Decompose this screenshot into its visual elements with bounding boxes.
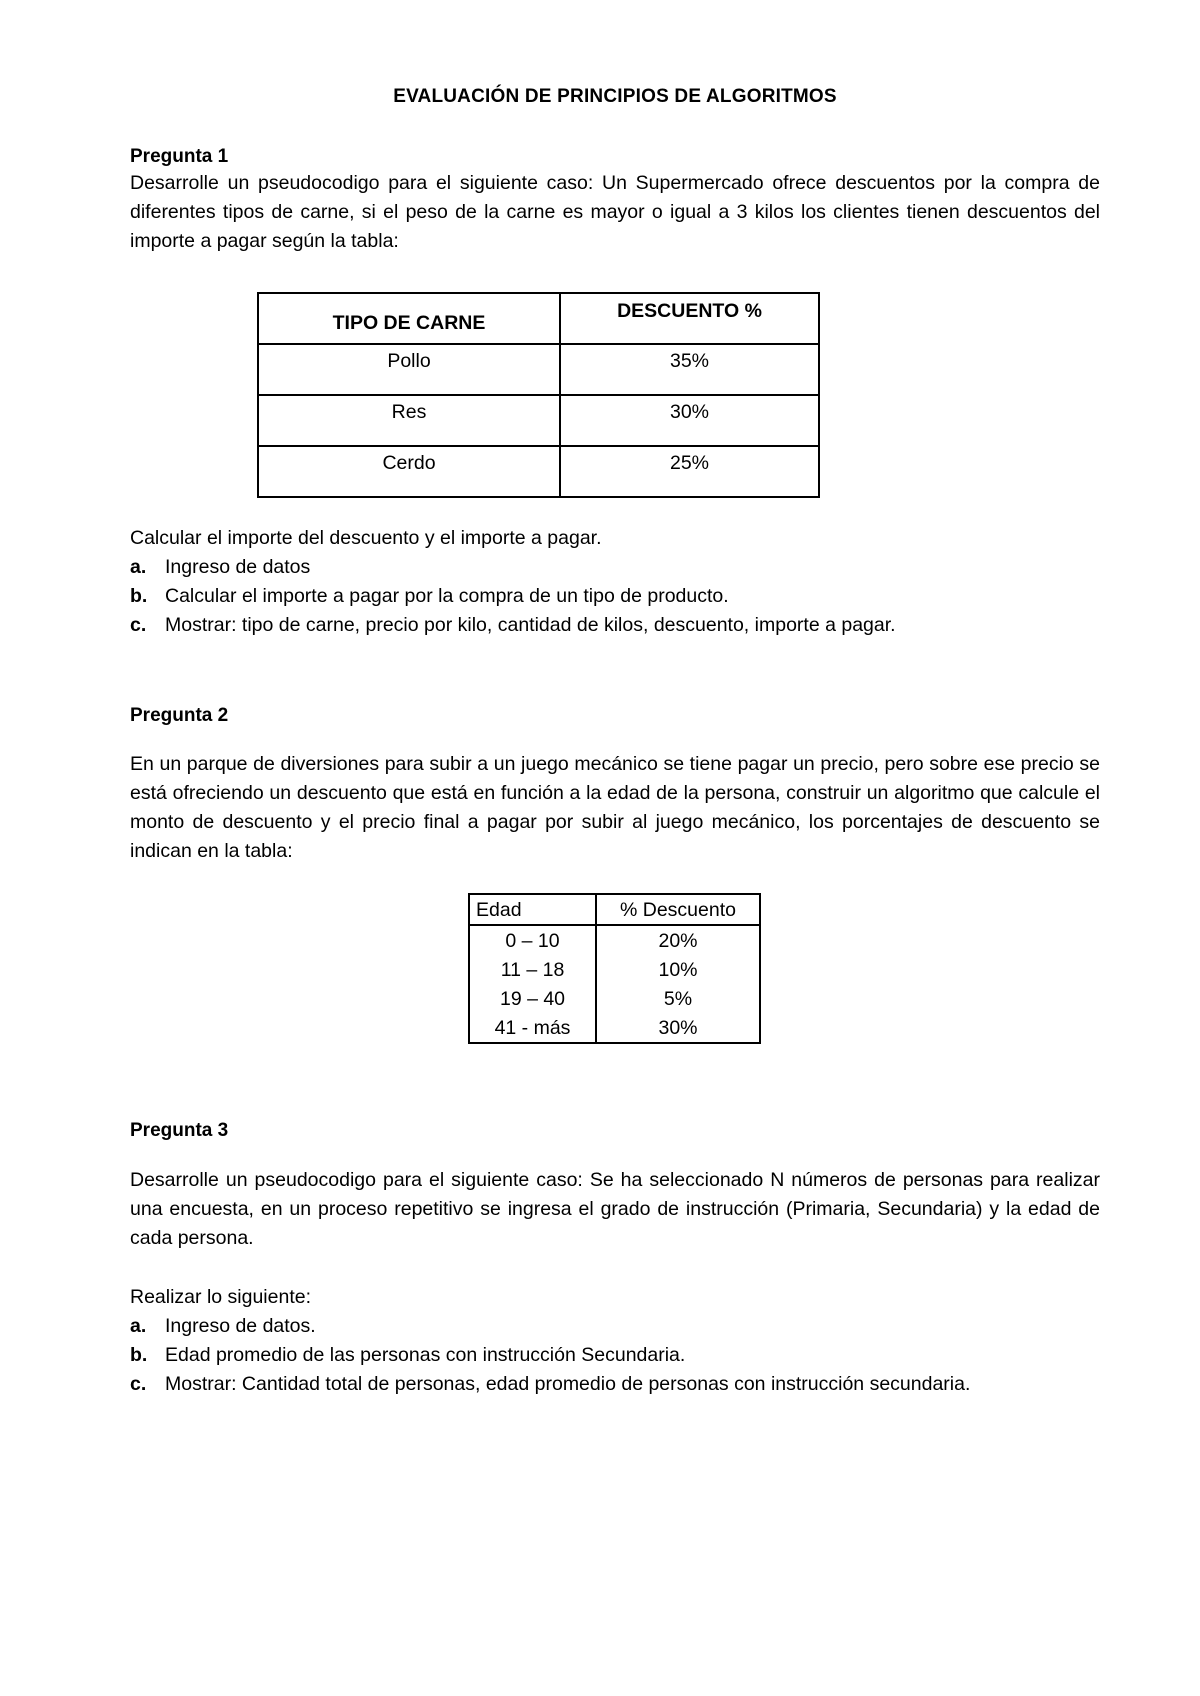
table-header-cell: DESCUENTO % [560, 293, 819, 344]
list-marker: c. [130, 1373, 147, 1395]
list-item [130, 1370, 970, 1399]
table-cell: 5% [596, 984, 760, 1013]
table-cell: 0 – 10 [469, 925, 596, 955]
table-row [469, 984, 760, 1013]
table-row [258, 446, 819, 497]
table-cell: 41 - más [469, 1013, 596, 1043]
table-cell: 30% [596, 1013, 760, 1043]
list-marker: a. [130, 556, 147, 578]
list-marker: b. [130, 585, 148, 607]
list-item-text: Mostrar: tipo de carne, precio por kilo, cantidad de kilos, descuento, importe a pagar. [165, 614, 896, 636]
table-row [258, 395, 819, 446]
question-3-intro: Desarrolle un pseudocodigo para el siguiente caso: Se ha seleccionado N números de personas para realizar una encuesta, en un proceso repetitivo se ingresa el grado de instrucción (Primaria, Secundaria) y la edad de cada persona. [130, 1169, 1100, 1249]
question-1-heading: Pregunta 1 [130, 146, 229, 167]
list-marker: c. [130, 614, 147, 636]
question-3-list [130, 1312, 970, 1399]
list-item-text: Calcular el importe a pagar por la compra de un tipo de producto. [165, 585, 729, 607]
question-3-instruction: Realizar lo siguiente: [130, 1286, 312, 1308]
question-2-intro: En un parque de diversiones para subir a un juego mecánico se tiene pagar un precio, pero sobre ese precio se está ofreciendo un descuento que está en función a la edad de la persona, construir un algoritmo que calcule el monto de descuento y el precio final a pagar por subir al juego mecánico, los porcentajes de descuento se indican en la tabla: [130, 753, 1100, 862]
question-1-instruction: Calcular el importe del descuento y el importe a pagar. [130, 527, 602, 549]
meat-discount-table [257, 292, 820, 498]
table-row [469, 1013, 760, 1043]
list-item [130, 553, 896, 582]
question-3-heading: Pregunta 3 [130, 1120, 229, 1141]
list-marker: a. [130, 1315, 147, 1337]
table-cell: Pollo [258, 344, 560, 395]
table-cell: 35% [560, 344, 819, 395]
table-cell: 20% [596, 925, 760, 955]
table-header-row [469, 894, 760, 925]
table-cell: 25% [560, 446, 819, 497]
list-item [130, 582, 896, 611]
question-1-intro: Desarrolle un pseudocodigo para el siguiente caso: Un Supermercado ofrece descuentos por la compra de diferentes tipos de carne, si el peso de la carne es mayor o igual a 3 kilos los clientes tienen descuentos del importe a pagar según la tabla: [130, 172, 1100, 252]
table-cell: 19 – 40 [469, 984, 596, 1013]
table-header-cell: % Descuento [596, 894, 760, 925]
question-1-list [130, 553, 896, 640]
list-item-text: Edad promedio de las personas con instrucción Secundaria. [165, 1344, 686, 1366]
age-discount-table [468, 893, 761, 1044]
table-cell: Res [258, 395, 560, 446]
table-row [469, 955, 760, 984]
list-item [130, 611, 896, 640]
table-header-row [258, 293, 819, 344]
table-cell: 11 – 18 [469, 955, 596, 984]
list-item [130, 1312, 970, 1341]
question-2-heading: Pregunta 2 [130, 705, 229, 726]
page-title: EVALUACIÓN DE PRINCIPIOS DE ALGORITMOS [393, 86, 837, 107]
table-header-cell: TIPO DE CARNE [258, 293, 560, 344]
list-marker: b. [130, 1344, 148, 1366]
list-item-text: Ingreso de datos [165, 556, 311, 578]
table-cell: 10% [596, 955, 760, 984]
table-cell: Cerdo [258, 446, 560, 497]
list-item-text: Mostrar: Cantidad total de personas, edad promedio de personas con instrucción secundaria. [165, 1373, 971, 1395]
table-cell: 30% [560, 395, 819, 446]
table-row [258, 344, 819, 395]
table-header-cell: Edad [469, 894, 596, 925]
list-item-text: Ingreso de datos. [165, 1315, 316, 1337]
table-row [469, 925, 760, 955]
list-item [130, 1341, 970, 1370]
